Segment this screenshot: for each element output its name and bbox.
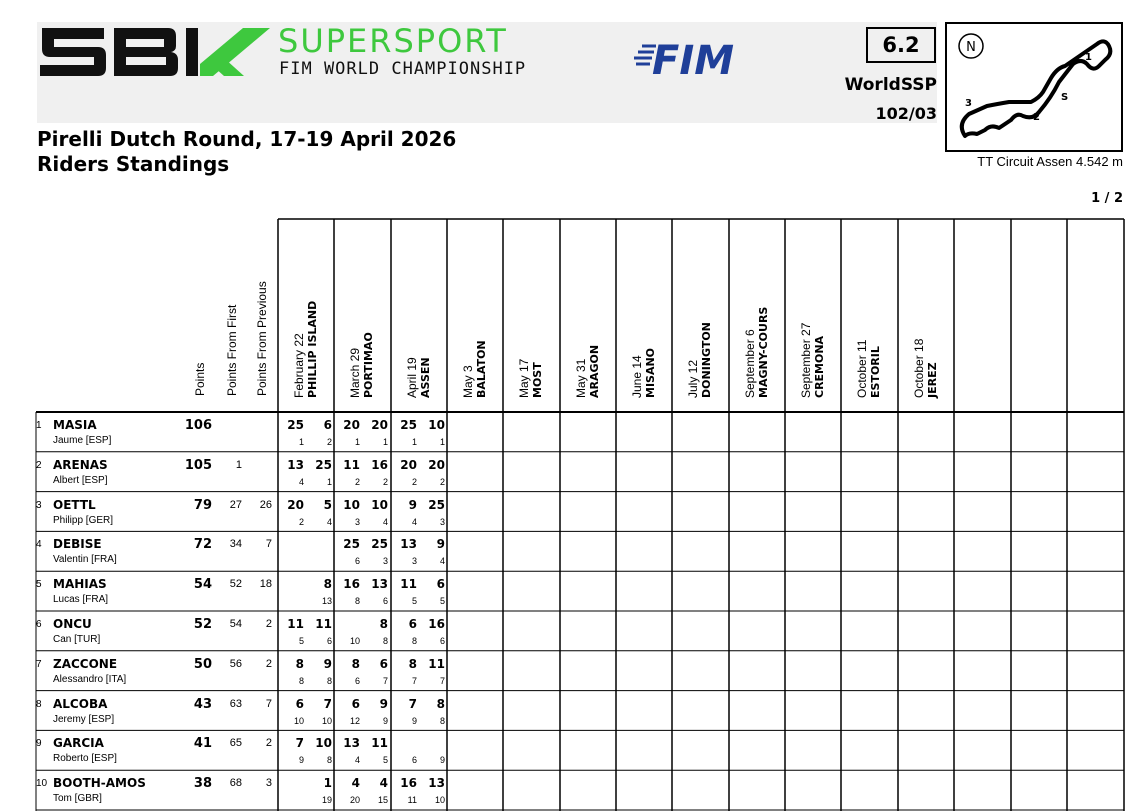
rider-points-from-first: 56 bbox=[229, 657, 242, 670]
rider-points-from-first: 27 bbox=[229, 498, 242, 511]
rider-points-from-previous: 2 bbox=[265, 737, 272, 750]
race-points: 11 bbox=[287, 617, 304, 631]
rider-firstname: Valentin [FRA] bbox=[53, 554, 117, 566]
rider-position: 9 bbox=[36, 738, 42, 750]
race-position: 10 bbox=[321, 715, 332, 726]
rider-surname: ZACCONE bbox=[53, 656, 118, 671]
rider-position: 3 bbox=[36, 499, 42, 511]
round-name: ESTORIL bbox=[869, 346, 882, 398]
rider-firstname: Tom [GBR] bbox=[53, 793, 102, 805]
rider-firstname: Can [TUR] bbox=[53, 634, 101, 645]
race-position: 4 bbox=[439, 556, 445, 567]
rider-points: 52 bbox=[193, 617, 212, 632]
race-position: 9 bbox=[439, 755, 445, 766]
race-position: 6 bbox=[326, 636, 332, 646]
race-position: 6 bbox=[354, 556, 360, 567]
rider-points-from-previous: 7 bbox=[265, 697, 272, 710]
round-date: February 22 bbox=[292, 333, 306, 398]
race-points: 11 bbox=[315, 617, 332, 631]
race-position: 1 bbox=[354, 437, 360, 447]
table-row bbox=[0, 453, 1131, 493]
race-position: 12 bbox=[349, 715, 360, 726]
race-position: 1 bbox=[382, 437, 388, 447]
race-points: 6 bbox=[408, 617, 417, 631]
page-number: 1 / 2 bbox=[1091, 191, 1123, 206]
race-points: 9 bbox=[436, 537, 445, 552]
race-points: 20 bbox=[343, 418, 360, 432]
race-points: 13 bbox=[371, 577, 388, 592]
round-header bbox=[912, 339, 940, 398]
rider-points: 79 bbox=[193, 497, 212, 513]
race-points: 13 bbox=[400, 537, 417, 552]
round-header bbox=[461, 340, 489, 398]
fim-logo bbox=[634, 36, 744, 82]
round-date: May 31 bbox=[574, 358, 588, 398]
round-name: ARAGON bbox=[588, 344, 601, 398]
race-position: 2 bbox=[382, 476, 388, 487]
race-position: 5 bbox=[411, 596, 417, 607]
round-date: October 18 bbox=[912, 338, 926, 398]
race-position: 6 bbox=[382, 596, 388, 607]
race-position: 4 bbox=[411, 516, 417, 527]
race-position: 1 bbox=[439, 437, 445, 447]
fim-logo-text: FIM bbox=[652, 38, 735, 78]
round-date: October 11 bbox=[855, 339, 869, 398]
race-position: 7 bbox=[382, 675, 388, 686]
rider-surname: DEBISE bbox=[53, 537, 102, 552]
track-label-s: S bbox=[1061, 92, 1069, 103]
table-row bbox=[0, 413, 1131, 453]
race-position: 8 bbox=[439, 715, 445, 726]
race-position: 10 bbox=[293, 715, 304, 726]
race-position: 4 bbox=[298, 476, 304, 487]
race-points: 11 bbox=[343, 457, 360, 472]
race-points: 20 bbox=[400, 457, 417, 472]
rider-points-from-first: 63 bbox=[229, 697, 242, 710]
rider-firstname: Jeremy [ESP] bbox=[53, 713, 115, 725]
rider-points: 38 bbox=[193, 776, 212, 792]
race-points: 8 bbox=[295, 656, 304, 671]
race-position: 3 bbox=[354, 516, 360, 527]
race-points: 8 bbox=[323, 577, 332, 592]
document-title: Riders Standings bbox=[37, 152, 230, 176]
rider-points: 50 bbox=[193, 656, 212, 672]
round-name: PHILLIP ISLAND bbox=[306, 300, 319, 398]
race-points: 25 bbox=[400, 418, 417, 432]
rider-surname: ONCU bbox=[53, 617, 92, 631]
race-position: 1 bbox=[298, 437, 304, 447]
race-position: 13 bbox=[321, 596, 332, 607]
race-points: 9 bbox=[323, 656, 332, 671]
race-points: 8 bbox=[379, 617, 388, 631]
race-points: 6 bbox=[379, 656, 388, 671]
round-date: April 19 bbox=[405, 357, 419, 398]
rider-firstname: Alessandro [ITA] bbox=[53, 673, 127, 685]
race-position: 8 bbox=[354, 596, 360, 607]
rider-points-from-first: 34 bbox=[229, 538, 242, 551]
race-points: 25 bbox=[343, 537, 360, 552]
race-points: 16 bbox=[428, 617, 445, 631]
race-position: 2 bbox=[439, 476, 445, 487]
table-row bbox=[0, 771, 1131, 811]
rider-points: 106 bbox=[184, 418, 212, 433]
race-points: 10 bbox=[371, 497, 388, 512]
column-points-from-previous: Points From Previous bbox=[255, 281, 269, 396]
race-position: 1 bbox=[411, 437, 417, 447]
race-position: 6 bbox=[439, 636, 445, 646]
race-position: 2 bbox=[326, 437, 332, 447]
race-position: 9 bbox=[382, 715, 388, 726]
race-points: 25 bbox=[428, 497, 445, 512]
race-points: 13 bbox=[343, 736, 360, 751]
race-position: 5 bbox=[298, 636, 304, 646]
round-date: May 3 bbox=[461, 365, 475, 398]
rider-points-from-previous: 18 bbox=[259, 578, 272, 591]
race-position: 20 bbox=[349, 795, 360, 806]
race-points: 25 bbox=[287, 418, 304, 432]
race-points: 7 bbox=[323, 696, 332, 711]
race-position: 6 bbox=[411, 755, 417, 766]
round-header bbox=[348, 332, 376, 398]
race-position: 2 bbox=[411, 476, 417, 487]
race-position: 15 bbox=[377, 795, 388, 806]
rider-points: 54 bbox=[193, 577, 212, 593]
race-position: 19 bbox=[321, 795, 332, 806]
race-points: 20 bbox=[287, 497, 304, 512]
race-points: 10 bbox=[428, 418, 445, 432]
race-points: 6 bbox=[323, 418, 332, 432]
race-position: 9 bbox=[298, 755, 304, 766]
rider-points-from-first: 68 bbox=[229, 777, 242, 790]
rider-firstname: Albert [ESP] bbox=[53, 474, 108, 486]
race-position: 5 bbox=[439, 596, 445, 607]
rider-firstname: Lucas [FRA] bbox=[53, 594, 109, 606]
round-header bbox=[743, 307, 771, 398]
race-points: 4 bbox=[379, 776, 388, 791]
race-position: 2 bbox=[354, 476, 360, 487]
race-position: 8 bbox=[326, 755, 332, 766]
race-points: 6 bbox=[351, 696, 360, 711]
race-points: 10 bbox=[343, 497, 360, 512]
race-points: 11 bbox=[400, 577, 417, 592]
column-points: Points bbox=[193, 362, 207, 396]
race-position: 5 bbox=[382, 755, 388, 766]
document-number: 6.2 bbox=[866, 27, 936, 63]
race-points: 25 bbox=[315, 457, 332, 472]
round-header bbox=[574, 345, 602, 398]
round-name: JEREZ bbox=[926, 362, 939, 398]
round-date: September 6 bbox=[743, 329, 757, 398]
race-points: 16 bbox=[343, 577, 360, 592]
race-position: 8 bbox=[326, 675, 332, 686]
rider-points: 72 bbox=[193, 537, 212, 553]
round-header bbox=[686, 322, 714, 398]
rider-position: 8 bbox=[36, 698, 42, 710]
round-date: May 17 bbox=[517, 358, 531, 398]
sbk-logo bbox=[38, 24, 273, 84]
table-row bbox=[0, 532, 1131, 572]
rider-points-from-first: 54 bbox=[229, 618, 242, 630]
race-points: 4 bbox=[351, 776, 360, 791]
race-points: 20 bbox=[371, 418, 388, 432]
race-points: 25 bbox=[371, 537, 388, 552]
rider-position: 4 bbox=[36, 539, 42, 551]
race-position: 11 bbox=[407, 795, 417, 806]
track-label-3: 3 bbox=[965, 98, 972, 109]
table-row bbox=[0, 572, 1131, 612]
race-points: 9 bbox=[379, 696, 388, 711]
rider-position: 10 bbox=[36, 778, 48, 790]
round-date: March 29 bbox=[348, 347, 362, 398]
round-name: MISANO bbox=[644, 347, 657, 398]
race-position: 3 bbox=[439, 516, 445, 527]
race-points: 16 bbox=[400, 776, 417, 791]
race-points: 8 bbox=[436, 696, 445, 711]
rider-points-from-first: 52 bbox=[229, 578, 242, 591]
rider-points-from-previous: 26 bbox=[259, 498, 272, 511]
round-header bbox=[630, 348, 658, 398]
table-row bbox=[0, 731, 1131, 771]
rider-points-from-previous: 7 bbox=[265, 538, 272, 551]
race-position: 7 bbox=[439, 675, 445, 686]
rider-points-from-previous: 3 bbox=[265, 777, 272, 790]
rider-points: 105 bbox=[184, 457, 212, 473]
rider-surname: MAHIAS bbox=[53, 577, 107, 592]
race-points: 13 bbox=[428, 776, 445, 791]
rider-firstname: Jaume [ESP] bbox=[53, 435, 112, 446]
race-position: 9 bbox=[411, 715, 417, 726]
round-name: PORTIMAO bbox=[362, 332, 375, 398]
rider-points: 41 bbox=[193, 736, 212, 752]
track-map bbox=[945, 22, 1123, 152]
race-position: 3 bbox=[411, 556, 417, 567]
rider-surname: MASIA bbox=[53, 418, 97, 432]
race-points: 13 bbox=[287, 457, 304, 472]
race-position: 4 bbox=[382, 516, 388, 527]
race-position: 10 bbox=[349, 636, 360, 646]
race-points: 11 bbox=[371, 736, 388, 751]
event-title: Pirelli Dutch Round, 17-19 April 2026 bbox=[37, 127, 457, 151]
rider-position: 6 bbox=[36, 619, 42, 630]
reference-code: 102/03 bbox=[875, 104, 937, 123]
rider-points-from-first: 1 bbox=[235, 458, 242, 471]
round-name: ASSEN bbox=[419, 357, 432, 398]
race-points: 5 bbox=[323, 497, 332, 512]
rider-position: 7 bbox=[36, 658, 42, 670]
round-date: September 27 bbox=[799, 322, 813, 398]
series-code: WorldSSP bbox=[844, 75, 937, 95]
rider-points-from-first: 65 bbox=[229, 737, 242, 750]
round-header bbox=[292, 301, 320, 398]
rider-position: 1 bbox=[36, 420, 42, 431]
race-points: 7 bbox=[295, 736, 304, 751]
race-position: 6 bbox=[354, 675, 360, 686]
round-date: June 14 bbox=[630, 355, 644, 398]
track-label-2: 2 bbox=[1033, 112, 1040, 123]
rider-firstname: Roberto [ESP] bbox=[53, 753, 117, 765]
north-label: N bbox=[966, 40, 976, 55]
race-position: 10 bbox=[434, 795, 445, 806]
track-label-1: 1 bbox=[1085, 52, 1092, 63]
table-row bbox=[0, 612, 1131, 652]
race-points: 16 bbox=[371, 457, 388, 472]
track-caption: TT Circuit Assen 4.542 m bbox=[977, 154, 1123, 169]
race-points: 6 bbox=[436, 577, 445, 592]
race-position: 4 bbox=[326, 516, 332, 527]
round-name: CREMONA bbox=[813, 335, 826, 398]
round-header bbox=[405, 357, 433, 398]
round-date: July 12 bbox=[686, 359, 700, 398]
round-name: MAGNY-COURS bbox=[757, 306, 770, 398]
round-header bbox=[517, 359, 545, 398]
race-points: 9 bbox=[408, 497, 417, 512]
round-header bbox=[855, 340, 883, 398]
round-name: BALATON bbox=[475, 340, 488, 398]
race-points: 8 bbox=[351, 656, 360, 671]
rider-points-from-previous: 2 bbox=[265, 657, 272, 670]
race-position: 8 bbox=[411, 636, 417, 646]
rider-position: 5 bbox=[36, 579, 42, 591]
table-row bbox=[0, 493, 1131, 533]
table-row bbox=[0, 692, 1131, 732]
race-points: 11 bbox=[428, 656, 445, 671]
round-name: DONINGTON bbox=[700, 322, 713, 398]
race-position: 8 bbox=[382, 636, 388, 646]
race-points: 1 bbox=[323, 776, 332, 791]
race-position: 8 bbox=[298, 675, 304, 686]
race-position: 1 bbox=[326, 476, 332, 487]
rider-points-from-previous: 2 bbox=[265, 618, 272, 630]
column-points-from-first: Points From First bbox=[225, 304, 239, 396]
table-row bbox=[0, 652, 1131, 692]
race-points: 6 bbox=[295, 696, 304, 711]
race-position: 2 bbox=[298, 516, 304, 527]
rider-surname: OETTL bbox=[53, 497, 96, 512]
rider-firstname: Philipp [GER] bbox=[53, 514, 114, 526]
race-position: 3 bbox=[382, 556, 388, 567]
round-header bbox=[799, 323, 827, 398]
rider-points: 43 bbox=[193, 696, 212, 712]
round-name: MOST bbox=[531, 362, 544, 398]
rider-position: 2 bbox=[36, 459, 42, 471]
rider-surname: GARCIA bbox=[53, 736, 104, 751]
race-points: 8 bbox=[408, 656, 417, 671]
race-points: 7 bbox=[408, 696, 417, 711]
race-position: 7 bbox=[411, 675, 417, 686]
rider-surname: ARENAS bbox=[53, 457, 108, 472]
race-points: 10 bbox=[315, 736, 332, 751]
race-points: 20 bbox=[428, 457, 445, 472]
series-subtitle: FIM WORLD CHAMPIONSHIP bbox=[279, 59, 527, 79]
rider-surname: ALCOBA bbox=[53, 696, 108, 711]
race-position: 4 bbox=[354, 755, 360, 766]
series-title: SUPERSPORT bbox=[278, 22, 508, 60]
rider-surname: BOOTH-AMOS bbox=[53, 776, 146, 791]
